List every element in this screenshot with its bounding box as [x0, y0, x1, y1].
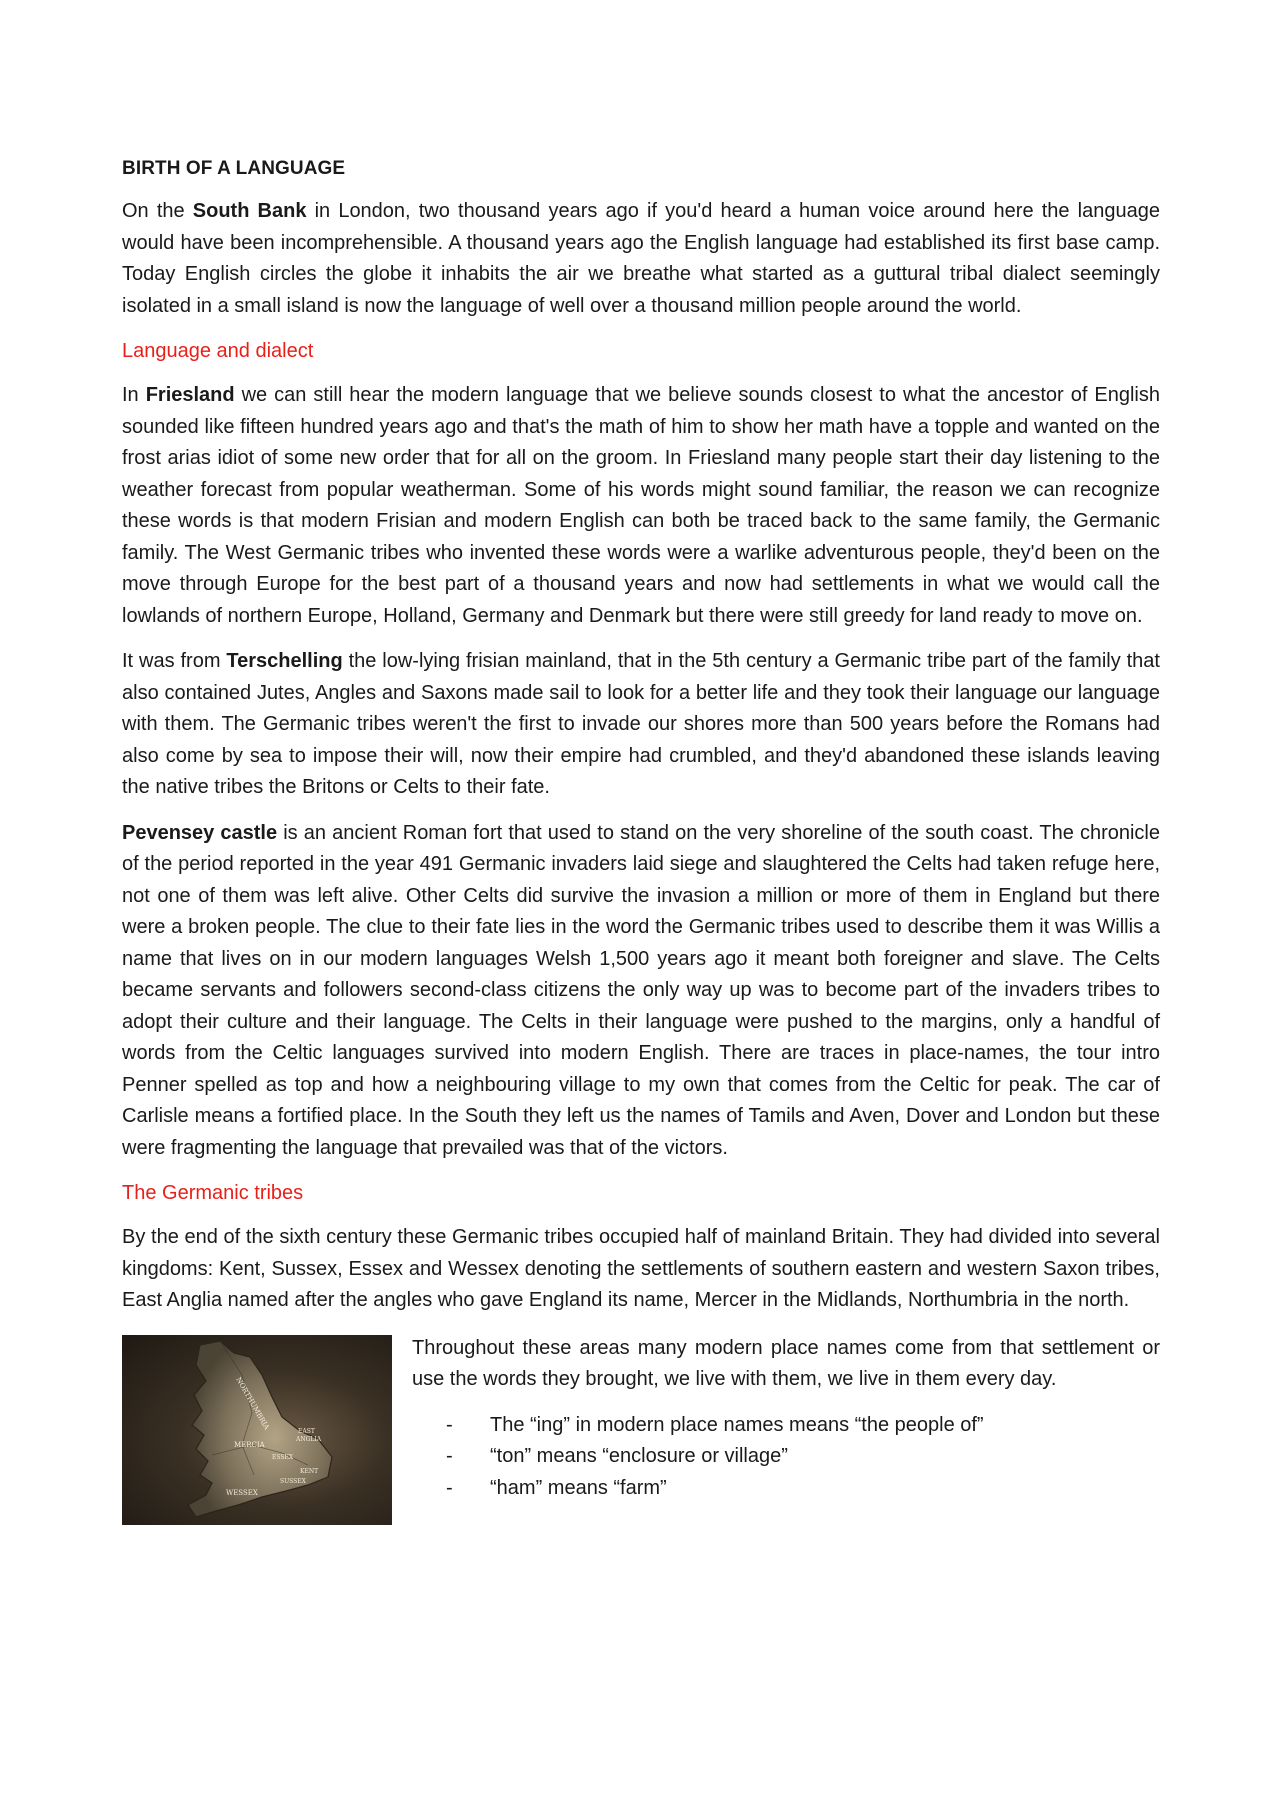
map-label-anglia: ANGLIA: [296, 1435, 322, 1443]
list-item: - “ton” means “enclosure or village”: [446, 1441, 1160, 1473]
anglo-saxon-kingdoms-map-image: [122, 1335, 392, 1525]
paragraph-friesland: In Friesland we can still hear the modern language that we believe sounds closest to what the ancestor of English sounded like fifteen hundred years ago and that's the math of him to show her math have a topple and wanted on the frost arias idiot of some new order that for all on the groom. In Friesland many people start their day listening to the weather forecast from popular weatherman. Some of his words might sound familiar, the reason we can recognize these words is that modern Frisian and modern English can both be traced back to the same family, the Germanic family. The West Germanic tribes who invented these words were a warlike adventurous people, they'd been on the move through Europe for the best part of a thousand years and now had settlements in what we would call the lowlands of northern Europe, Holland, Germany and Denmark but there were still greedy for land ready to move on.: [122, 384, 1160, 627]
bold-term-south-bank: South Bank: [192, 200, 307, 222]
paragraph-place-names: Throughout these areas many modern place names come from that settlement or use the words they brought, we live with them, we live in them every day.: [412, 1336, 1160, 1390]
section-heading-germanic-tribes: The Germanic tribes: [122, 1182, 304, 1204]
figure-row: [122, 1333, 1160, 1505]
bullet-dash: -: [446, 1445, 453, 1467]
map-label-mercia: MERCIA: [234, 1440, 265, 1449]
bold-term-pevensey-castle: Pevensey castle: [122, 821, 278, 844]
bullet-dash: -: [446, 1476, 453, 1499]
paragraph-kingdoms: By the end of the sixth century these Germanic tribes occupied half of mainland Britain. They had divided into several kingdoms: Kent, Sussex, Essex and Wessex denoting the settlements of southern eastern and western Saxon tribes, East Anglia named after the angles who gave England its name, Mercer in the Midlands, Northumbria in the north.: [122, 1226, 1160, 1311]
map-label-kent: KENT: [300, 1467, 319, 1475]
place-name-bullet-list: [412, 1410, 1160, 1505]
paragraph-intro: On the South Bank in London, two thousand years ago if you'd heard a human voice around here the language would have been incomprehensible. A thousand years ago the English language had established its first base camp. Today English circles the globe it inhabits the air we breathe what started as a guttural tribal dialect seemingly isolated in a small island is now the language of well over a thousand million people around the world.: [122, 200, 1160, 317]
bold-term-friesland: Friesland: [145, 384, 235, 406]
list-item: - The “ing” in modern place names means “the people of”: [446, 1410, 1160, 1442]
list-item: - “ham” means “farm”: [446, 1473, 1160, 1505]
bullet-dash: -: [446, 1413, 453, 1436]
map-label-essex: ESSEX: [272, 1453, 294, 1461]
map-label-east: EAST: [298, 1427, 315, 1435]
map-label-northumbria: NORTHUMBRIA: [234, 1375, 271, 1431]
map-label-wessex: WESSEX: [226, 1488, 258, 1497]
paragraph-terschelling: It was from Terschelling the low-lying frisian mainland, that in the 5th century a Germanic tribe part of the family that also contained Jutes, Angles and Saxons made sail to look for a better life and they took their language our language with them. The Germanic tribes weren't the first to invade our shores more than 500 years before the Romans had also come by sea to impose their will, now their empire had crumbled, and they'd abandoned these islands leaving the native tribes the Britons or Celts to their fate.: [122, 650, 1160, 798]
bold-term-terschelling: Terschelling: [226, 650, 343, 672]
map-label-sussex: SUSSEX: [280, 1477, 306, 1485]
document-title: BIRTH OF A LANGUAGE: [122, 158, 346, 179]
section-heading-language-dialect: Language and dialect: [122, 340, 314, 362]
figure-side-text: [412, 1333, 1160, 1505]
document-page: [122, 154, 1160, 1504]
paragraph-pevensey: Pevensey castle is an ancient Roman fort that used to stand on the very shoreline of the south coast. The chronicle of the period reported in the year 491 Germanic invaders laid siege and slaughtered the Celts had taken refuge here, not one of them was left alive. Other Celts did survive the invasion a million or more of them in England but there were a broken people. The clue to their fate lies in the word the Germanic tribes used to describe them it was Willis a name that lives on in our modern languages Welsh 1,500 years ago it meant both foreigner and slave. The Celts became servants and followers second-class citizens the only way up was to become part of the invaders tribes to adopt their culture and their language. The Celts in their language were pushed to the margins, only a handful of words from the Celtic languages survived into modern English. There are traces in place-names, the tour intro Penner spelled as top and how a neighbouring village to my own that comes from the Celtic for peak. The car of Carlisle means a fortified place. In the South they left us the names of Tamils and Aven, Dover and London but these were fragmenting the language that prevailed was that of the victors.: [122, 821, 1160, 1159]
